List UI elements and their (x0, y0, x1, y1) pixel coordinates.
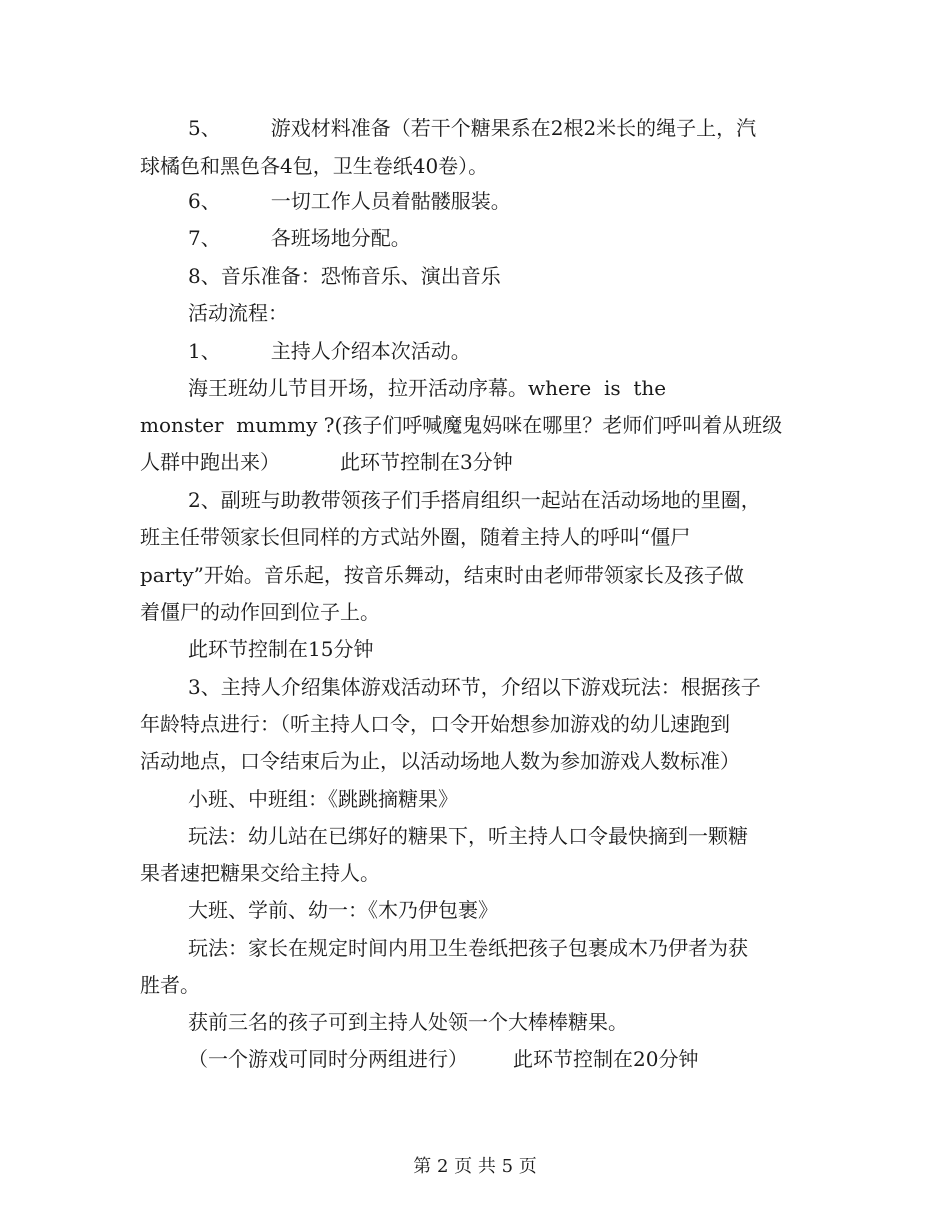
time-note: 此环节控制在20分钟 (513, 1047, 699, 1071)
list-text: 各班场地分配。 (270, 226, 411, 250)
paragraph-line: party”开始。音乐起，按音乐舞动，结束时由老师带领家长及孩子做 (140, 563, 744, 587)
paragraph-line (188, 187, 511, 215)
paragraph-line: 大班、学前、幼一：《木乃伊包裹》 (188, 898, 498, 922)
paragraph-line (188, 114, 756, 142)
paragraph-text: 人群中跑出来） (140, 450, 280, 474)
paragraph-line: 海王班幼儿节目开场，拉开活动序幕。where is the (188, 376, 667, 400)
list-text: 游戏材料准备（若干个糖果系在2根2米长的绳子上，汽 (270, 116, 757, 140)
list-text: 一切工作人员着骷髅服装。 (270, 189, 511, 213)
paragraph-line: 活动地点，口令结束后为止，以活动场地人数为参加游戏人数标准） (140, 749, 740, 773)
list-number: 1、 (188, 339, 221, 363)
list-number: 5、 (188, 116, 221, 140)
time-note: 此环节控制在3分钟 (340, 450, 513, 474)
time-note: 此环节控制在15分钟 (188, 637, 374, 661)
paragraph-line: 果者速把糖果交给主持人。 (140, 861, 380, 885)
paragraph-line: 获前三名的孩子可到主持人处领一个大棒棒糖果。 (188, 1010, 628, 1034)
paragraph-line: 玩法：幼儿站在已绑好的糖果下，听主持人口令最快摘到一颗糖 (188, 824, 748, 848)
list-number: 7、 (188, 226, 221, 250)
paragraph-line (188, 337, 471, 365)
paragraph-line (188, 1045, 698, 1073)
paragraph-line: 小班、中班组：《跳跳摘糖果》 (188, 787, 458, 811)
paragraph-line (140, 448, 513, 476)
list-number: 6、 (188, 189, 221, 213)
section-heading: 活动流程： (188, 301, 288, 325)
paragraph-line: 3、主持人介绍集体游戏活动环节，介绍以下游戏玩法：根据孩子 (188, 675, 761, 699)
paragraph-text: （一个游戏可同时分两组进行） (188, 1047, 468, 1071)
paragraph-line: 8、音乐准备：恐怖音乐、演出音乐 (188, 264, 501, 288)
paragraph-line: 2、副班与助教带领孩子们手搭肩组织一起站在活动场地的里圈， (188, 488, 761, 512)
paragraph-line: 球橘色和黑色各4包，卫生卷纸40卷）。 (140, 154, 489, 178)
paragraph-line (188, 224, 411, 252)
paragraph-line: 着僵尸的动作回到位子上。 (140, 600, 380, 624)
paragraph-line: 玩法：家长在规定时间内用卫生卷纸把孩子包裹成木乃伊者为获 (188, 936, 748, 960)
paragraph-line: monster mummy ?(孩子们呼喊魔鬼妈咪在哪里？老师们呼叫着从班级 (140, 413, 783, 437)
page-footer: 第 2 页 共 5 页 (413, 1156, 537, 1177)
paragraph-line: 班主任带领家长但同样的方式站外圈，随着主持人的呼叫“僵尸 (140, 525, 691, 549)
paragraph-line: 年龄特点进行：（听主持人口令，口令开始想参加游戏的幼儿速跑到 (140, 712, 730, 736)
list-text: 主持人介绍本次活动。 (270, 339, 471, 363)
paragraph-line: 胜者。 (140, 973, 200, 997)
